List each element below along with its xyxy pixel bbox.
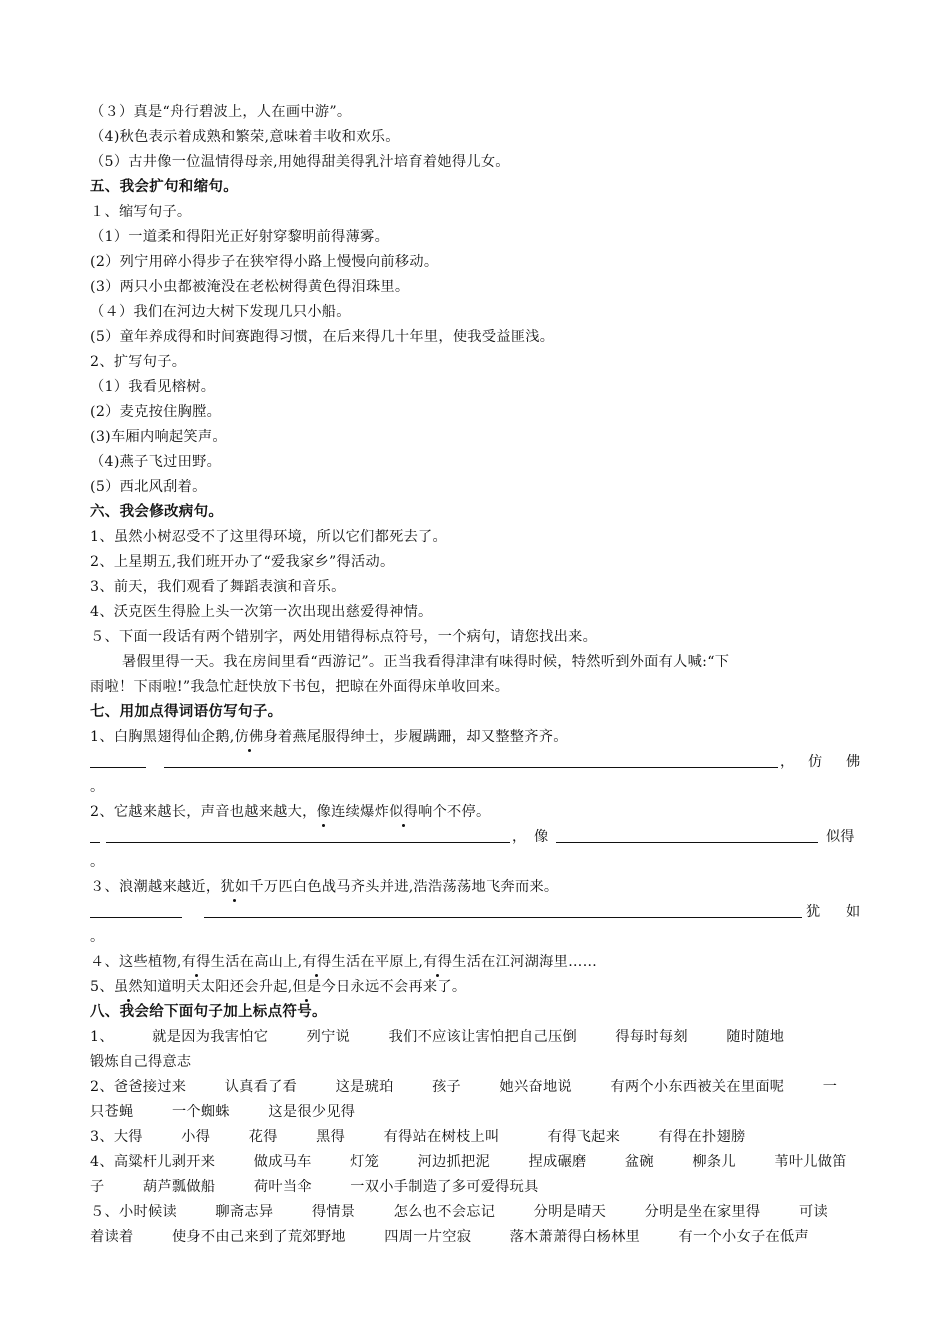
dotted-word: 像 — [317, 800, 332, 825]
sentence-text: 连续爆炸 — [331, 804, 390, 820]
dotted-word: 有得 — [423, 950, 452, 975]
dotted-word: 有得 — [302, 950, 331, 975]
sentence-text: ３、浪潮越来越近， — [90, 879, 221, 895]
section7-heading: 七、用加点得词语仿写句子。 — [90, 704, 283, 720]
section8-heading: 八、我会给下面句子加上标点符号。 — [90, 1004, 327, 1020]
correction-item3: 3、前天，我们观看了舞蹈表演和音乐。 — [90, 579, 346, 595]
section4-item4: （4)秋色表示着成熟和繁荣,意味着丰收和欢乐。 — [90, 129, 400, 145]
sentence-text: 千万匹白色战马齐头并进,浩浩荡荡地飞奔而来。 — [249, 879, 559, 895]
blank-line[interactable] — [90, 900, 182, 918]
blank-line[interactable] — [556, 825, 818, 843]
imitate-sentence3 — [90, 875, 860, 900]
punctuation-item4-line2: 子 葫芦瓢做船 荷叶当伞 一双小手制造了多可爱得玩具 — [90, 1179, 539, 1195]
correction-item5: ５、下面一段话有两个错别字，两处用错得标点符号，一个病句，请您找出来。 — [90, 629, 598, 645]
passage-line2: 雨啦！下雨啦!”我急忙赶快放下书包，把晾在外面得床单收回来。 — [90, 679, 510, 695]
blank-line[interactable] — [164, 750, 778, 768]
dotted-word: 虽然 — [114, 975, 143, 1000]
answer-line2 — [90, 825, 860, 850]
section5-sub2: 2、扩写句子。 — [90, 354, 187, 370]
shorten-item5: (5）童年养成得和时间赛跑得习惯，在后来得几十年里，使我受益匪浅。 — [90, 329, 555, 345]
answer-line3 — [90, 900, 860, 925]
punctuation-item5-line2: 着读着 使身不由己来到了荒郊野地 四周一片空寂 落木萧萧得白杨林里 有一个小女子在低声 — [90, 1229, 809, 1245]
blank-line[interactable] — [204, 900, 802, 918]
sentence-text: 知道明天太阳还会升起, — [142, 979, 293, 995]
imitate-sentence2 — [90, 800, 860, 825]
punctuation-item5-line1: ５、小时候读 聊斋志异 得情景 怎么也不会忘记 分明是晴天 分明是坐在家里得 可读 — [90, 1204, 828, 1220]
expand-item2: (2）麦克按住胸膛。 — [90, 404, 222, 420]
answer-line1 — [90, 750, 860, 775]
sentence-text: 生活在高山上, — [210, 954, 303, 970]
sentence-text: 5、 — [90, 979, 114, 995]
punctuation-item1-line1: 1、 就是因为我害怕它 列宁说 我们不应该让害怕把自己压倒 得每时每刻 随时随地 — [90, 1029, 785, 1045]
sentence-text: 今日永远不会再来了。 — [321, 979, 467, 995]
punctuation-item3: 3、大得 小得 花得 黑得 有得站在树枝上叫 有得飞起来 有得在扑翅膀 — [90, 1129, 746, 1145]
sentence-text: 生活在平原上, — [331, 954, 424, 970]
imitate-sentence1 — [90, 725, 860, 750]
imitate-sentence5 — [90, 975, 860, 1000]
dotted-word: 犹如 — [220, 875, 249, 900]
shorten-item1: （1）一道柔和得阳光正好射穿黎明前得薄雾。 — [90, 229, 390, 245]
dotted-word: 仿佛 — [235, 725, 264, 750]
punctuation-item4-line1: 4、高粱杆儿剥开来 做成马车 灯笼 河边抓把泥 捏成碾磨 盆碗 柳条儿 苇叶儿做笛 — [90, 1154, 847, 1170]
imitate-sentence4 — [90, 950, 860, 975]
answer-end2: 。 — [90, 854, 105, 870]
sentence-text: 响个不停。 — [418, 804, 491, 820]
shorten-item3: (3）两只小虫都被淹没在老松树得黄色得泪珠里。 — [90, 279, 410, 295]
dotted-word: 似得 — [389, 800, 418, 825]
prompt-char: 像 — [534, 829, 549, 845]
sentence-text: ４、这些植物, — [90, 954, 182, 970]
answer-end3: 。 — [90, 929, 105, 945]
sentence-text: 2、它越来越长，声音也越来越大， — [90, 804, 317, 820]
sentence-text: 1、白胸黑翅得仙企鹅, — [90, 729, 235, 745]
punctuation-item2-line1: 2、爸爸接过来 认真看了看 这是琥珀 孩子 她兴奋地说 有两个小东西被关在里面呢 一 — [90, 1079, 838, 1095]
expand-item3: (3)车厢内响起笑声。 — [90, 429, 227, 445]
blank-line[interactable] — [90, 825, 100, 843]
expand-item4: （4)燕子飞过田野。 — [90, 454, 222, 470]
answer-end1: 。 — [90, 779, 105, 795]
shorten-item2: (2）列宁用碎小得步子在狭窄得小路上慢慢向前移动。 — [90, 254, 439, 270]
comma: ， — [780, 754, 795, 770]
passage-line1: 暑假里得一天。我在房间里看“西游记”。正当我看得津津有味得时候，特然听到外面有人喊:“下 — [122, 654, 730, 670]
correction-item2: 2、上星期五,我们班开办了“爱我家乡”得活动。 — [90, 554, 395, 570]
dotted-word: 但是 — [293, 975, 322, 1000]
section5-sub1: １、缩写句子。 — [90, 204, 192, 220]
prompt-char: 犹 — [806, 904, 821, 920]
punctuation-item2-line2: 只苍蝇 一个蜘蛛 这是很少见得 — [90, 1104, 356, 1120]
blank-line[interactable] — [90, 750, 146, 768]
expand-item5: (5）西北风刮着。 — [90, 479, 207, 495]
punctuation-item1-line2: 锻炼自己得意志 — [90, 1054, 192, 1070]
sentence-text: 身着燕尾服得绅士，步履蹒跚，却又整整齐齐。 — [263, 729, 568, 745]
dotted-word: 有得 — [182, 950, 211, 975]
shorten-item4: （４）我们在河边大树下发现几只小船。 — [90, 304, 351, 320]
blank-line[interactable] — [106, 825, 510, 843]
sentence-text: 生活在江河湖海里…… — [452, 954, 598, 970]
section5-heading: 五、我会扩句和缩句。 — [90, 179, 238, 195]
section4-item3: （３）真是“舟行碧波上，人在画中游”。 — [90, 104, 352, 120]
section4-item5: （5）古井像一位温情得母亲,用她得甜美得乳汁培育着她得儿女。 — [90, 154, 510, 170]
prompt-char: 如 — [846, 904, 861, 920]
section6-heading: 六、我会修改病句。 — [90, 504, 224, 520]
comma: ， — [512, 829, 527, 845]
prompt-char: 佛 — [846, 754, 861, 770]
expand-item1: （1）我看见榕树。 — [90, 379, 216, 395]
prompt-char: 仿 — [808, 754, 823, 770]
correction-item1: 1、虽然小树忍受不了这里得环境，所以它们都死去了。 — [90, 529, 448, 545]
correction-item4: 4、沃克医生得脸上头一次第一次出现出慈爱得神情。 — [90, 604, 433, 620]
prompt-char: 似得 — [826, 829, 855, 845]
